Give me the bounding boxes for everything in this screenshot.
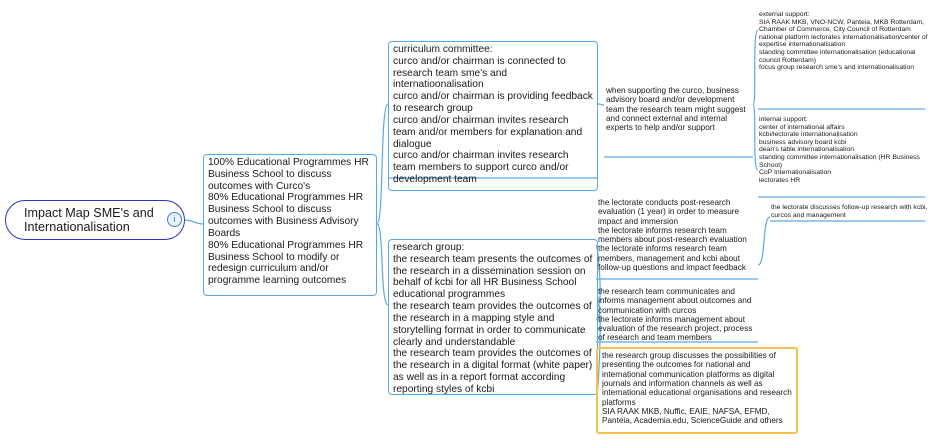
external-support-node[interactable]: external support: SIA RAAK MKB, VNO-NCW, Panteia, MKB Rotterdam, Chamber of Commerce, City Council of Rotterdam national platform lectorates internationalisation/center of expertise internationalisation standing committee internationalisation (educational council Rotterdam) focus group research sme's and internationalisation — [759, 11, 928, 72]
root-topic[interactable] — [5, 200, 185, 240]
root-topic-label: Impact Map SME's and Internationalisation — [24, 205, 154, 234]
curco-support-node[interactable]: when supporting the curco, business advisory board and/or development team the research team might suggest and connect external and internal experts to help and/or support — [606, 86, 746, 133]
info-circle-icon[interactable]: i — [167, 212, 182, 227]
follow-up-node[interactable]: the lectorate discusses follow-up research with kcbi, curcos and management — [771, 204, 928, 219]
curriculum-committee-node[interactable]: curriculum committee: curco and/or chairman is connected to research team sme's and internatioonalisation curco and/or chairman is providing feedback to research group curco and/or chairman invites research team and/or members for explanation and dialogue curco and/or chairman invites research team members to support curco and/or development team — [388, 41, 598, 191]
research-group-node[interactable]: research group: the research team presents the outcomes of the research in a dissemination session on behalf of kcbi for all HR Business School educational programmes the research team provides the outcomes of the research in a mapping style and storytelling format in order to communicate clearly and understandable the research team provides the outcomes of the research in a digital format (white paper) as well as in a report format according reporting styles of kcbi — [388, 239, 598, 395]
post-research-node[interactable]: the lectorate conducts post-research evaluation (1 year) in order to measure impact and immersion the lectorate informs research team members about post-research evaluation the lectorate informs research team members, management and kcbi about follow-up questions and impact feedback — [598, 198, 747, 272]
internal-support-node[interactable]: internal support: center of international affairs kcbi/lectorate internationalisation business advisory board kcbi dean's table internationalisation standing committee internationalisation (HR Business School) CoP Internationalisation lectorates HR — [759, 116, 920, 184]
connector-post-followup — [758, 217, 770, 265]
outcomes-node[interactable]: 100% Educational Programmes HR Business School to discuss outcomes with Curco's 80% Educational Programmes HR Business School to discuss outcomes with Business Advisory Boards 80% Educational Programmes HR Business School to modify or redesign curriculum and/or programme learning outcomes — [203, 154, 377, 296]
communication-node[interactable]: the research team communicates and informs management about outcomes and communication with curcos the lectorate informs management about evaluation of the research project, process of research and team members — [598, 287, 753, 343]
connector-outcomes-research — [377, 224, 388, 305]
dissemination-node[interactable]: the research group discusses the possibilities of presenting the outcomes for national and international communication platforms as digital journals and information channels as well as international educational organisations and research platforms SIA RAAK MKB, Nuffic, EAIE, NAFSA, EFMD, Panteia, Academia.edu, ScienceGuide and others — [596, 347, 798, 434]
connector-root-outcomes — [185, 220, 203, 224]
connector-outcomes-curriculum — [377, 104, 388, 224]
